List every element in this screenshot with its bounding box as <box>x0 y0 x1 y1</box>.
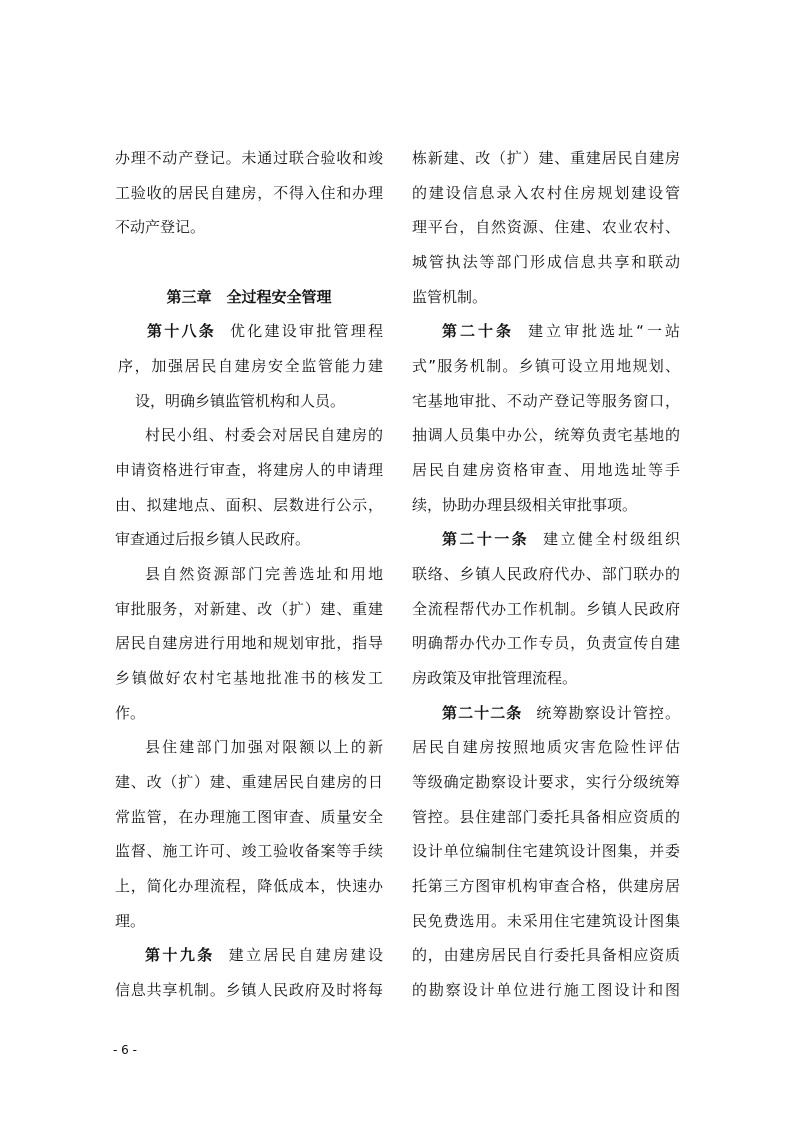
article-heading-line <box>442 528 680 550</box>
text-line <box>115 459 383 481</box>
article-heading-line <box>442 320 680 342</box>
page-number: - 6 - <box>113 1043 137 1057</box>
text-line <box>412 979 680 1001</box>
text-line <box>412 736 680 758</box>
text-line <box>115 182 383 204</box>
text-line <box>412 286 487 308</box>
text-line <box>115 598 383 620</box>
line-text: 托第三方图审机构审查合格，供建房居 <box>412 877 680 896</box>
line-text: 优化建设审批管理程 <box>230 322 383 341</box>
article-number: 第十八条 <box>147 322 216 341</box>
text-line <box>412 424 680 446</box>
line-text: 理。 <box>115 911 146 930</box>
article-heading-line <box>145 944 383 966</box>
line-text: 统筹勘察设计管控。 <box>536 703 680 722</box>
text-line <box>412 494 637 516</box>
text-line <box>412 598 680 620</box>
text-line <box>412 806 680 828</box>
article-heading-line <box>147 320 383 342</box>
line-text: 村民小组、村委会对居民自建房的 <box>145 426 383 445</box>
text-line <box>115 147 383 169</box>
text-line <box>115 494 383 516</box>
line-text: 联络、乡镇人民政府代办、部门联办的 <box>412 565 680 584</box>
line-text: 等级确定勘察设计要求，实行分级统筹 <box>412 773 680 792</box>
line-text: 的建设信息录入农村住房规划建设管 <box>412 183 680 202</box>
text-line <box>115 806 383 828</box>
text-line <box>115 875 383 897</box>
article-number: 第二十一条 <box>442 530 530 549</box>
line-text: 县自然资源部门完善选址和用地 <box>145 565 383 584</box>
text-line <box>118 355 383 377</box>
text-line <box>412 147 680 169</box>
text-line <box>135 390 345 412</box>
text-line <box>145 736 383 758</box>
text-line <box>412 182 680 204</box>
text-line <box>412 459 680 481</box>
line-text: 常监管，在办理施工图审查、质量安全 <box>115 807 383 826</box>
line-text: 监管机制。 <box>412 287 488 306</box>
line-text: 序，加强居民自建房安全监管能力建 <box>118 357 383 376</box>
text-line <box>115 771 383 793</box>
line-text: 宅基地审批、不动产登记等服务窗口， <box>412 391 680 410</box>
chapter-title: 第三章 全过程安全管理 <box>166 288 332 306</box>
line-text: 建立居民自建房建设 <box>228 946 383 965</box>
line-text: 居民自建房资格审查、用地选址等手 <box>412 461 680 480</box>
line-text: 信息共享机制。乡镇人民政府及时将每 <box>115 981 383 1000</box>
line-text: 审批服务，对新建、改（扩）建、重建 <box>115 599 383 618</box>
line-text: 栋新建、改（扩）建、重建居民自建房 <box>412 149 680 167</box>
text-line <box>412 875 680 897</box>
line-text: 民免费选用。未采用住宅建筑设计图集 <box>412 911 680 930</box>
line-text: 建立审批选址“一站 <box>528 322 680 341</box>
line-text: 审查通过后报乡镇人民政府。 <box>115 530 311 549</box>
text-line <box>115 632 383 654</box>
line-text: 建、改（扩）建、重建居民自建房的日 <box>115 773 383 792</box>
text-line <box>115 910 145 932</box>
text-line <box>412 840 680 862</box>
line-text: 上，简化办理流程，降低成本，快速办 <box>115 877 383 896</box>
text-line <box>412 632 680 654</box>
line-text: 续，协助办理县级相关审批事项。 <box>412 495 638 514</box>
line-text: 设计单位编制住宅建筑设计图集，并委 <box>412 842 680 861</box>
line-text: 办理不动产登记。未通过联合验收和竣 <box>115 149 383 167</box>
line-text: 由、拟建地点、面积、层数进行公示， <box>115 495 383 514</box>
article-number: 第二十二条 <box>442 703 523 722</box>
text-line <box>115 528 310 550</box>
line-text: 作。 <box>115 703 146 722</box>
line-text: 申请资格进行审查，将建房人的申请理 <box>115 461 383 480</box>
line-text: 建立健全村级组织 <box>543 530 680 549</box>
line-text: 全流程帮代办工作机制。乡镇人民政府 <box>412 599 680 618</box>
line-text: 房政策及审批管理流程。 <box>412 669 578 688</box>
text-line <box>145 424 383 446</box>
text-line <box>115 979 383 1001</box>
text-line <box>412 667 577 689</box>
line-text: 居民自建房按照地质灾害危险性评估 <box>412 738 680 757</box>
article-number: 第十九条 <box>145 946 215 965</box>
article-number: 第二十条 <box>442 322 515 341</box>
text-line <box>412 251 680 273</box>
text-line <box>412 216 680 238</box>
line-text: 明确帮办代办工作专员，负责宣传自建 <box>412 634 680 653</box>
line-text: 不动产登记。 <box>115 218 206 237</box>
text-line <box>412 910 680 932</box>
line-text: 的，由建房居民自行委托具备相应资质 <box>412 946 680 965</box>
line-text: 乡镇做好农村宅基地批准书的核发工 <box>115 669 383 688</box>
line-text: 管控。县住建部门委托具备相应资质的 <box>412 807 680 826</box>
text-line <box>115 216 205 238</box>
line-text: 抽调人员集中办公，统筹负责宅基地的 <box>412 426 680 445</box>
line-text: 的勘察设计单位进行施工图设计和图 <box>412 981 680 1000</box>
text-line <box>115 702 145 724</box>
line-text: 设，明确乡镇监管机构和人员。 <box>135 391 346 410</box>
text-line <box>115 667 383 689</box>
line-text: 居民自建房进行用地和规划审批，指导 <box>115 634 383 653</box>
line-text: 理平台，自然资源、住建、农业农村、 <box>412 218 680 237</box>
line-text: 式”服务机制。乡镇可设立用地规划、 <box>412 357 680 376</box>
text-line <box>115 840 383 862</box>
text-line <box>412 355 680 377</box>
line-text: 县住建部门加强对限额以上的新 <box>145 738 383 757</box>
text-line <box>412 563 680 585</box>
text-line <box>412 944 680 966</box>
line-text: 监督、施工许可、竣工验收备案等手续 <box>115 842 383 861</box>
text-line <box>145 563 383 585</box>
line-text: 城管执法等部门形成信息共享和联动 <box>412 253 680 271</box>
article-heading-line <box>442 702 680 724</box>
text-line <box>412 771 680 793</box>
line-text: 工验收的居民自建房，不得入住和办理 <box>115 183 383 202</box>
text-line <box>412 390 680 412</box>
